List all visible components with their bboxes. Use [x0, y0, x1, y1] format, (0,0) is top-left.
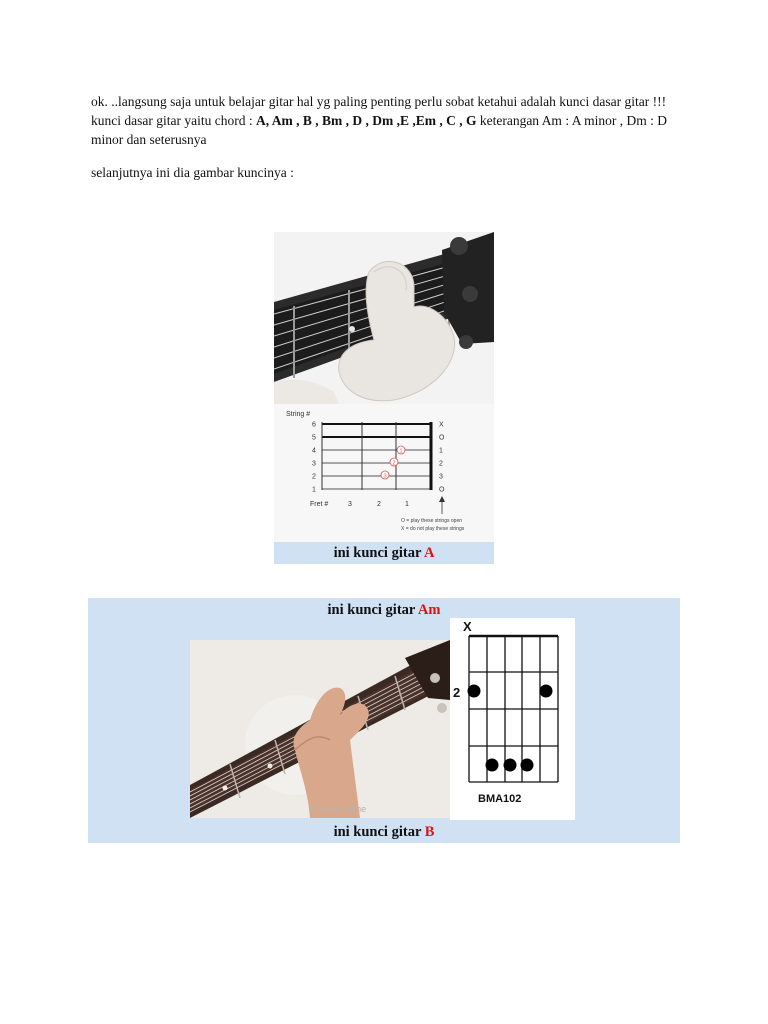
string-number: 6	[312, 421, 316, 429]
string-number: 4	[312, 447, 316, 455]
mute-mark: X	[463, 619, 472, 634]
watermark: © dreamstime	[310, 804, 367, 814]
finger-dot	[397, 446, 405, 455]
chord-name: B	[424, 824, 435, 840]
diagram-title: String #	[286, 411, 311, 418]
string-mark: 1	[439, 447, 443, 455]
legend-open: O = play these strings open	[401, 518, 463, 524]
chord-am-chart	[450, 618, 575, 820]
fret-number: 3	[348, 501, 352, 508]
string-mark: O	[439, 486, 445, 494]
chord-a-figure	[274, 232, 494, 564]
fret-number: 2	[453, 685, 461, 700]
svg-text:3: 3	[383, 473, 387, 480]
finger-dot	[486, 759, 499, 772]
chord-b-caption: ini kunci gitar B	[333, 824, 435, 840]
svg-text:2: 2	[392, 460, 396, 467]
chord-a-caption: ini kunci gitar A	[274, 542, 494, 564]
finger-dot	[504, 759, 517, 772]
string-number: 2	[312, 473, 316, 481]
fret-number: 1	[405, 501, 409, 508]
chord-am-caption: ini kunci gitar Am	[327, 602, 441, 618]
string-mark: O	[439, 434, 445, 442]
string-mark: 2	[439, 460, 443, 468]
finger-dot	[381, 471, 389, 480]
chart-signature: BMA102	[478, 793, 522, 805]
string-number: 1	[312, 486, 316, 494]
finger-dot	[390, 458, 398, 467]
string-mark: 3	[439, 473, 443, 481]
chord-am-section	[88, 598, 680, 843]
svg-text:1: 1	[399, 448, 403, 455]
finger-dot	[540, 685, 553, 698]
fret-label: Fret #	[310, 501, 329, 508]
finger-dot	[521, 759, 534, 772]
intro-explanation: keterangan Am : A minor , Dm : D minor dan seterusnya	[91, 113, 667, 147]
chord-name: A	[423, 545, 435, 561]
fret-number: 2	[377, 501, 381, 508]
chord-name: Am	[417, 602, 441, 618]
next-line: selanjutnya ini dia gambar kuncinya :	[91, 165, 294, 180]
intro-paragraph	[91, 92, 691, 149]
finger-dot	[468, 685, 481, 698]
string-number: 5	[312, 434, 316, 442]
chord-a-photo	[274, 232, 494, 404]
string-number: 3	[312, 460, 316, 468]
chord-am-photo	[190, 640, 450, 818]
chord-list: A, Am , B , Bm , D , Dm ,E ,Em , C , G	[255, 113, 477, 128]
chord-a-diagram	[274, 404, 494, 542]
intro-text: ok. ..langsung saja untuk belajar gitar hal yg paling penting perlu sobat ketahui adalah kunci dasar gitar !!! kunci dasar gitar yaitu chord :	[91, 94, 667, 128]
string-mark: X	[439, 421, 444, 429]
legend-mute: X = do not play these strings	[401, 526, 465, 532]
